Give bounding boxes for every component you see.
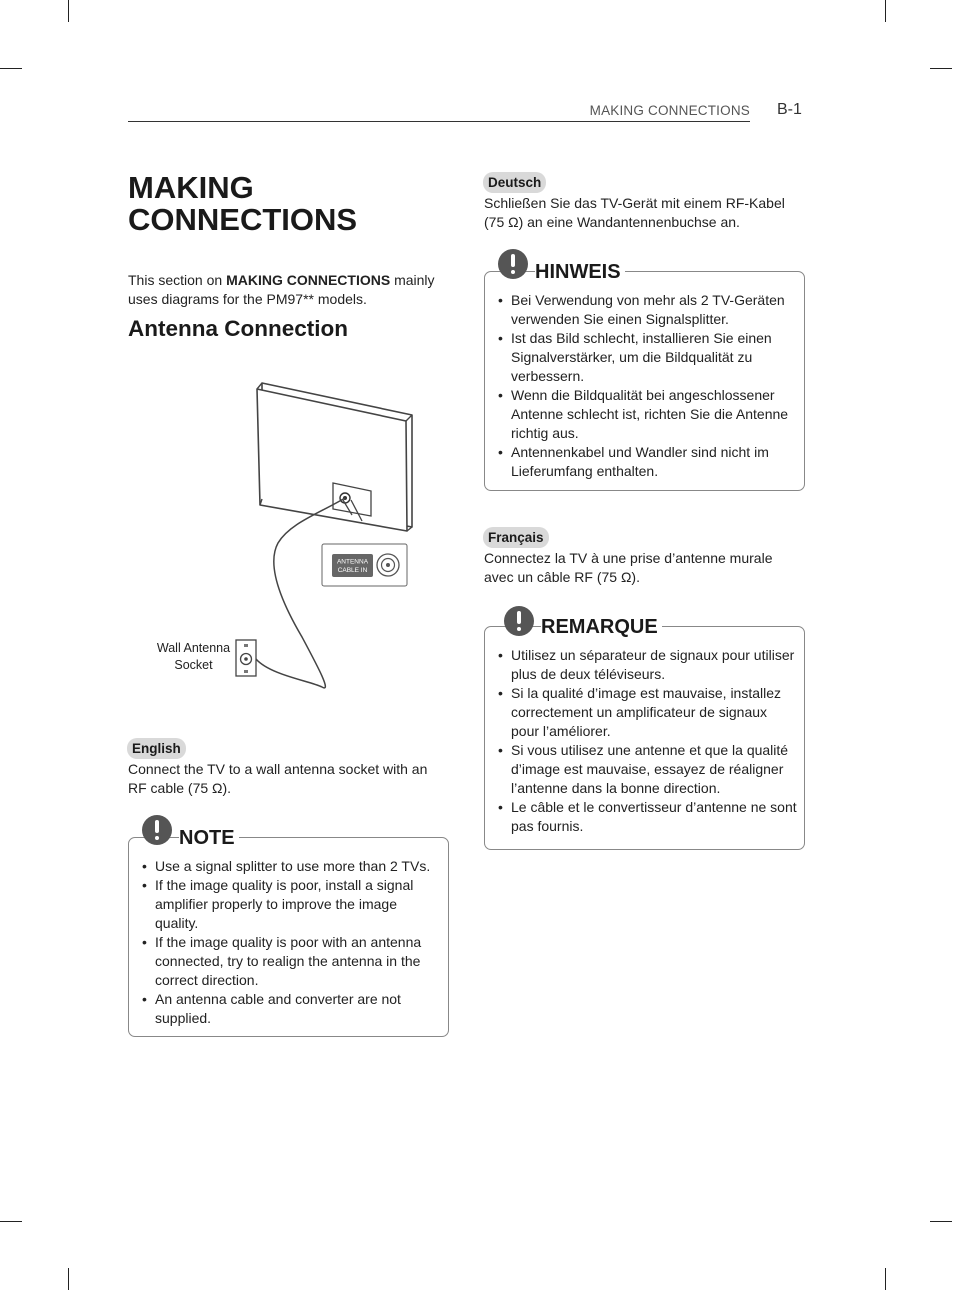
deutsch-instruction: Schließen Sie das TV-Gerät mit einem RF-Kabel (75 Ω) an eine Wandantennenbuchse an. [484,195,785,230]
crop-mark [0,68,22,69]
note-item: • Antennenkabel und Wandler sind nicht im Lieferumfang enthalten. [498,443,798,481]
francais-instruction: Connectez la TV à une prise d’antenne murale avec un câble RF (75 Ω). [484,550,773,585]
note-box-english [128,827,449,1037]
note-item: • Wenn die Bildqualität bei angeschlossener Antenne schlecht ist, richten Sie die Antenne richtig aus. [498,386,798,443]
rf-cable [256,498,345,688]
crop-mark [68,1268,69,1290]
note-item: • If the image quality is poor, install a signal amplifier properly to improve the image quality. [142,876,442,933]
note-item: • An antenna cable and converter are not supplied. [142,990,442,1028]
crop-mark [885,0,886,22]
antenna-port-callout [322,544,407,586]
exclamation-icon [142,815,172,845]
wall-socket-label-line1: Wall Antenna [156,641,231,655]
crop-mark [885,1268,886,1290]
crop-mark [930,1221,952,1222]
antenna-connection-diagram [150,375,420,695]
intro-paragraph: This section on MAKING CONNECTIONS mainly uses diagrams for the PM97** models. [128,272,435,307]
tv-back-illustration [257,383,412,531]
note-item: • If the image quality is poor with an antenna connected, try to realign the antenna in the correct direction. [142,933,442,990]
page-number: B-1 [777,101,802,118]
section-subtitle: Antenna Connection [128,316,348,341]
note-box-francais [484,616,805,850]
exclamation-icon [498,249,528,279]
note-item: • Ist das Bild schlecht, installieren Sie einen Signalverstärker, um die Bildqualität zu verbessern. [498,329,798,386]
note-item: • Use a signal splitter to use more than 2 TVs. [142,857,442,876]
note-title: NOTE [179,826,239,850]
language-tag-deutsch: Deutsch [483,172,546,193]
antenna-port-label-line1: ANTENNA [336,558,369,566]
exclamation-icon [504,606,534,636]
wall-antenna-socket-icon [236,640,256,676]
note-list [498,291,798,481]
intro-bold: MAKING CONNECTIONS [226,272,391,288]
wall-socket-label-line2: Socket [174,658,213,672]
antenna-port-label-line2: CABLE IN [337,567,368,574]
crop-mark [0,1221,22,1222]
page-title: MAKING CONNECTIONS [128,170,358,237]
header-rule [128,121,750,122]
note-title: HINWEIS [535,260,625,284]
note-item: • Bei Verwendung von mehr als 2 TV-Geräten verwenden Sie einen Signalsplitter. [498,291,798,329]
header-section-title: MAKING CONNECTIONS [589,103,750,118]
note-box-deutsch [484,261,805,491]
note-item: • Si vous utilisez une antenne et que la qualité d’image est mauvaise, essayez de réaligner l’antenne dans la bonne direction. [498,741,798,798]
note-item: • Si la qualité d’image est mauvaise, installez correctement un amplificateur de signaux pour l’améliorer. [498,684,798,741]
note-item: • Le câble et le convertisseur d’antenne ne sont pas fournis. [498,798,798,836]
language-tag-francais: Français [483,527,549,548]
language-tag-english: English [127,738,186,759]
note-list [498,646,798,836]
note-item: • Utilisez un séparateur de signaux pour utiliser plus de deux téléviseurs. [498,646,798,684]
crop-mark [930,68,952,69]
english-instruction: Connect the TV to a wall antenna socket with an RF cable (75 Ω). [128,761,428,796]
note-list [142,857,442,1028]
crop-mark [68,0,69,22]
note-title: REMARQUE [541,615,662,639]
